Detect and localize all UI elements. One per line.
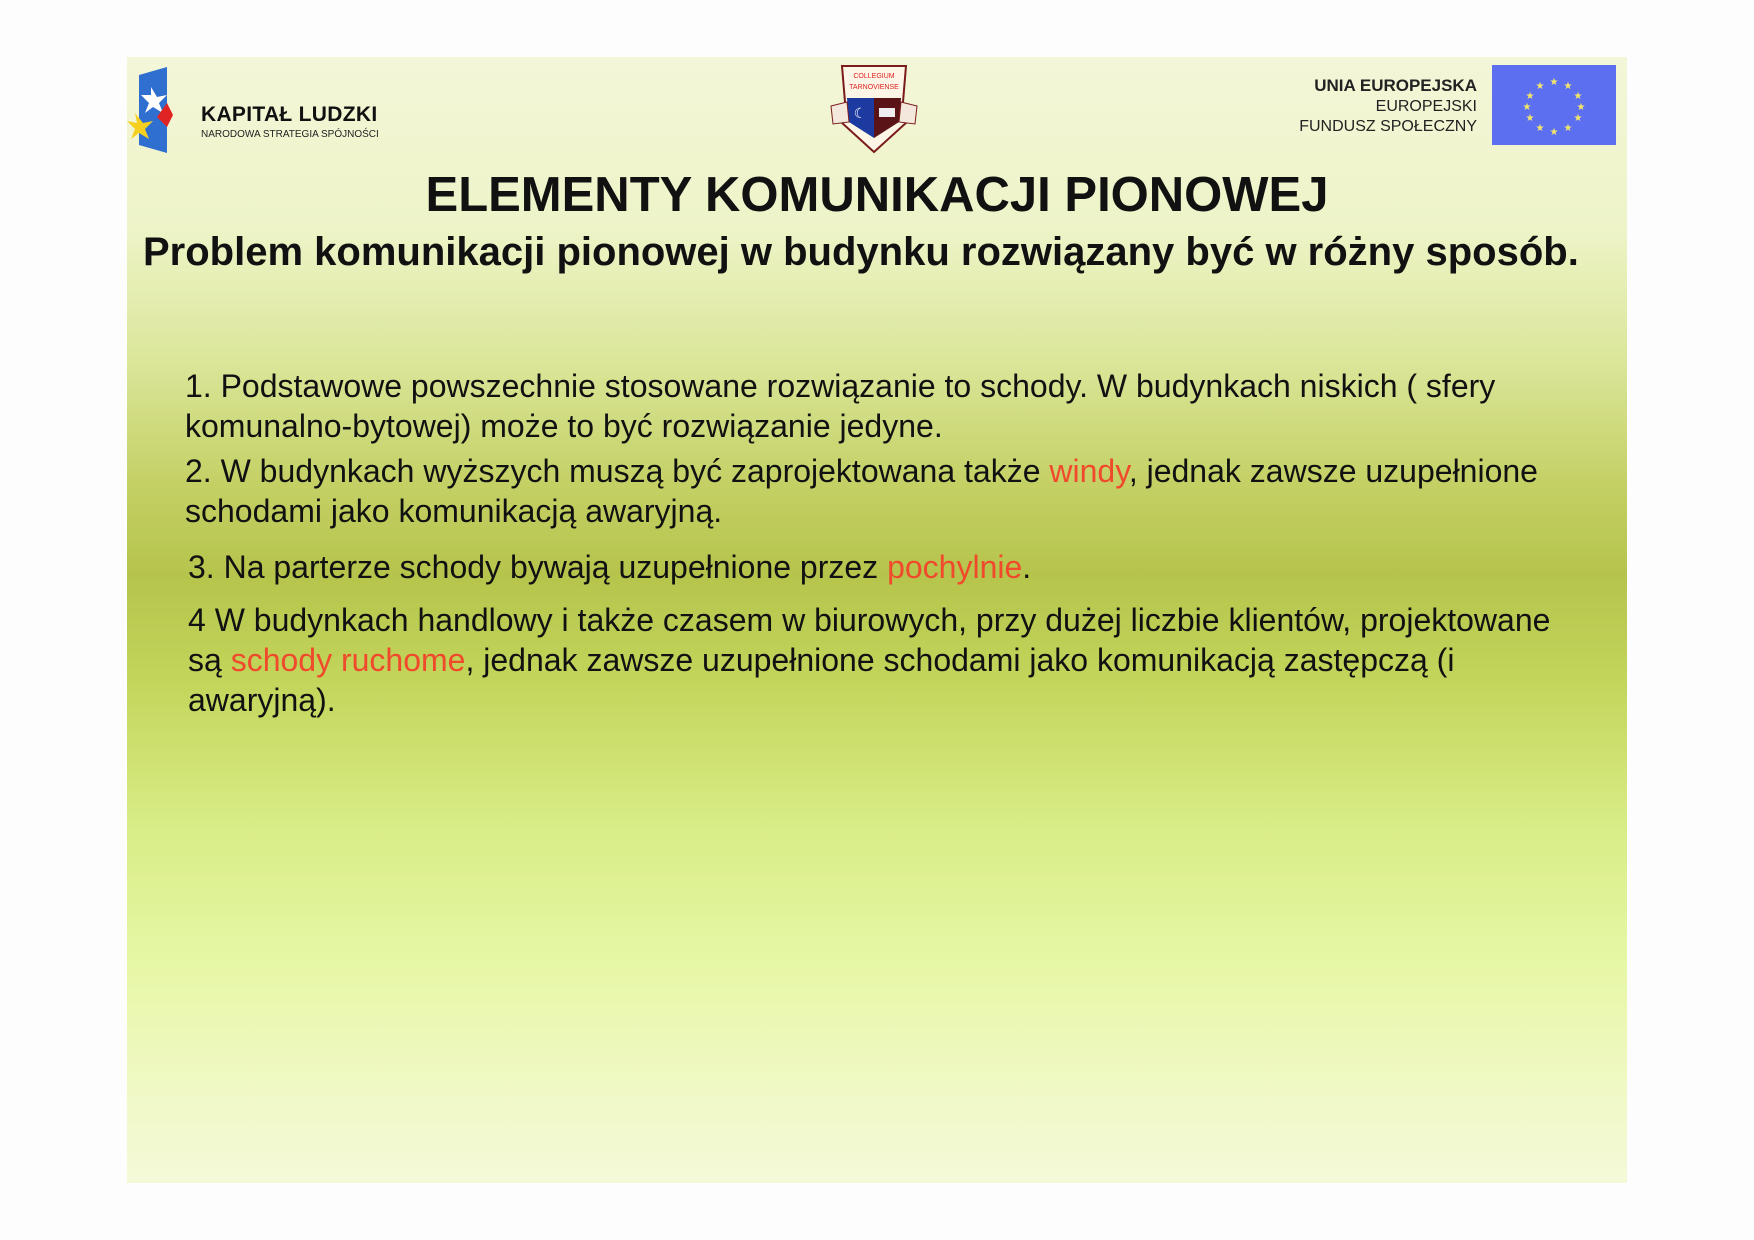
- svg-text:★: ★: [1563, 81, 1573, 92]
- svg-text:★: ★: [1525, 91, 1535, 102]
- item-highlight: windy: [1049, 453, 1129, 489]
- svg-text:★: ★: [1535, 81, 1545, 92]
- svg-text:TARNOVIENSE: TARNOVIENSE: [849, 84, 899, 91]
- svg-text:★: ★: [1573, 91, 1583, 102]
- eu-line2: EUROPEJSKI: [1375, 98, 1477, 115]
- list-item-1: [185, 366, 1605, 446]
- list-item-2: [185, 451, 1605, 531]
- kapital-ludzki-text: [201, 103, 379, 140]
- list-item-3: [188, 547, 1608, 587]
- svg-text:☾: ☾: [853, 105, 867, 121]
- item-text: 4 W budynkach handlowy i także czasem w biurowych, przy dużej liczbie klientów, projektowane są: [188, 602, 1551, 678]
- item-highlight: pochylnie: [887, 549, 1023, 585]
- item-text-after: , jednak zawsze uzupełnione schodami jako komunikacją zastępczą (i awaryjną).: [188, 642, 1455, 718]
- item-text-after: .: [1022, 549, 1032, 585]
- kapital-ludzki-title: KAPITAŁ LUDZKI: [201, 103, 378, 126]
- item-text: 1. Podstawowe powszechnie stosowane rozwiązanie to schody. W budynkach niskich ( sfery komunalno-bytowej) może to być rozwiązanie jedyne.: [185, 368, 1496, 444]
- kapital-ludzki-subtitle: NARODOWA STRATEGIA SPÓJNOŚCI: [201, 129, 379, 140]
- svg-text:★: ★: [1535, 123, 1545, 134]
- eu-fund-text: [1299, 75, 1477, 137]
- item-text-after: , jednak zawsze uzupełnione schodami jako komunikacją awaryjną.: [185, 453, 1538, 529]
- item-text: 3. Na parterze schody bywają uzupełnione przez: [188, 549, 888, 585]
- page-title: ELEMENTY KOMUNIKACJI PIONOWEJ: [425, 168, 1329, 222]
- eu-flag-icon: [1492, 65, 1616, 145]
- kapital-ludzki-emblem-icon: [127, 65, 177, 155]
- svg-text:★: ★: [1576, 102, 1586, 113]
- svg-text:★: ★: [1563, 123, 1573, 134]
- svg-text:★: ★: [1549, 77, 1559, 88]
- eu-line1: UNIA EUROPEJSKA: [1314, 76, 1477, 95]
- svg-text:★: ★: [1525, 113, 1535, 124]
- eu-line3: FUNDUSZ SPOŁECZNY: [1299, 118, 1477, 135]
- item-highlight: schody ruchome: [230, 642, 466, 678]
- svg-text:★: ★: [1549, 127, 1559, 138]
- subtitle: Problem komunikacji pionowej w budynku rozwiązany być w różny sposób.: [143, 230, 1579, 274]
- college-crest-icon: [827, 62, 921, 154]
- svg-text:★: ★: [1522, 102, 1532, 113]
- kapital-ludzki-logo: [127, 65, 387, 155]
- slide: [127, 57, 1627, 1183]
- svg-text:★: ★: [1573, 113, 1583, 124]
- item-text: 2. W budynkach wyższych muszą być zaprojektowana także: [185, 453, 1050, 489]
- svg-text:COLLEGIUM: COLLEGIUM: [853, 73, 895, 80]
- list-item-4: [188, 600, 1578, 720]
